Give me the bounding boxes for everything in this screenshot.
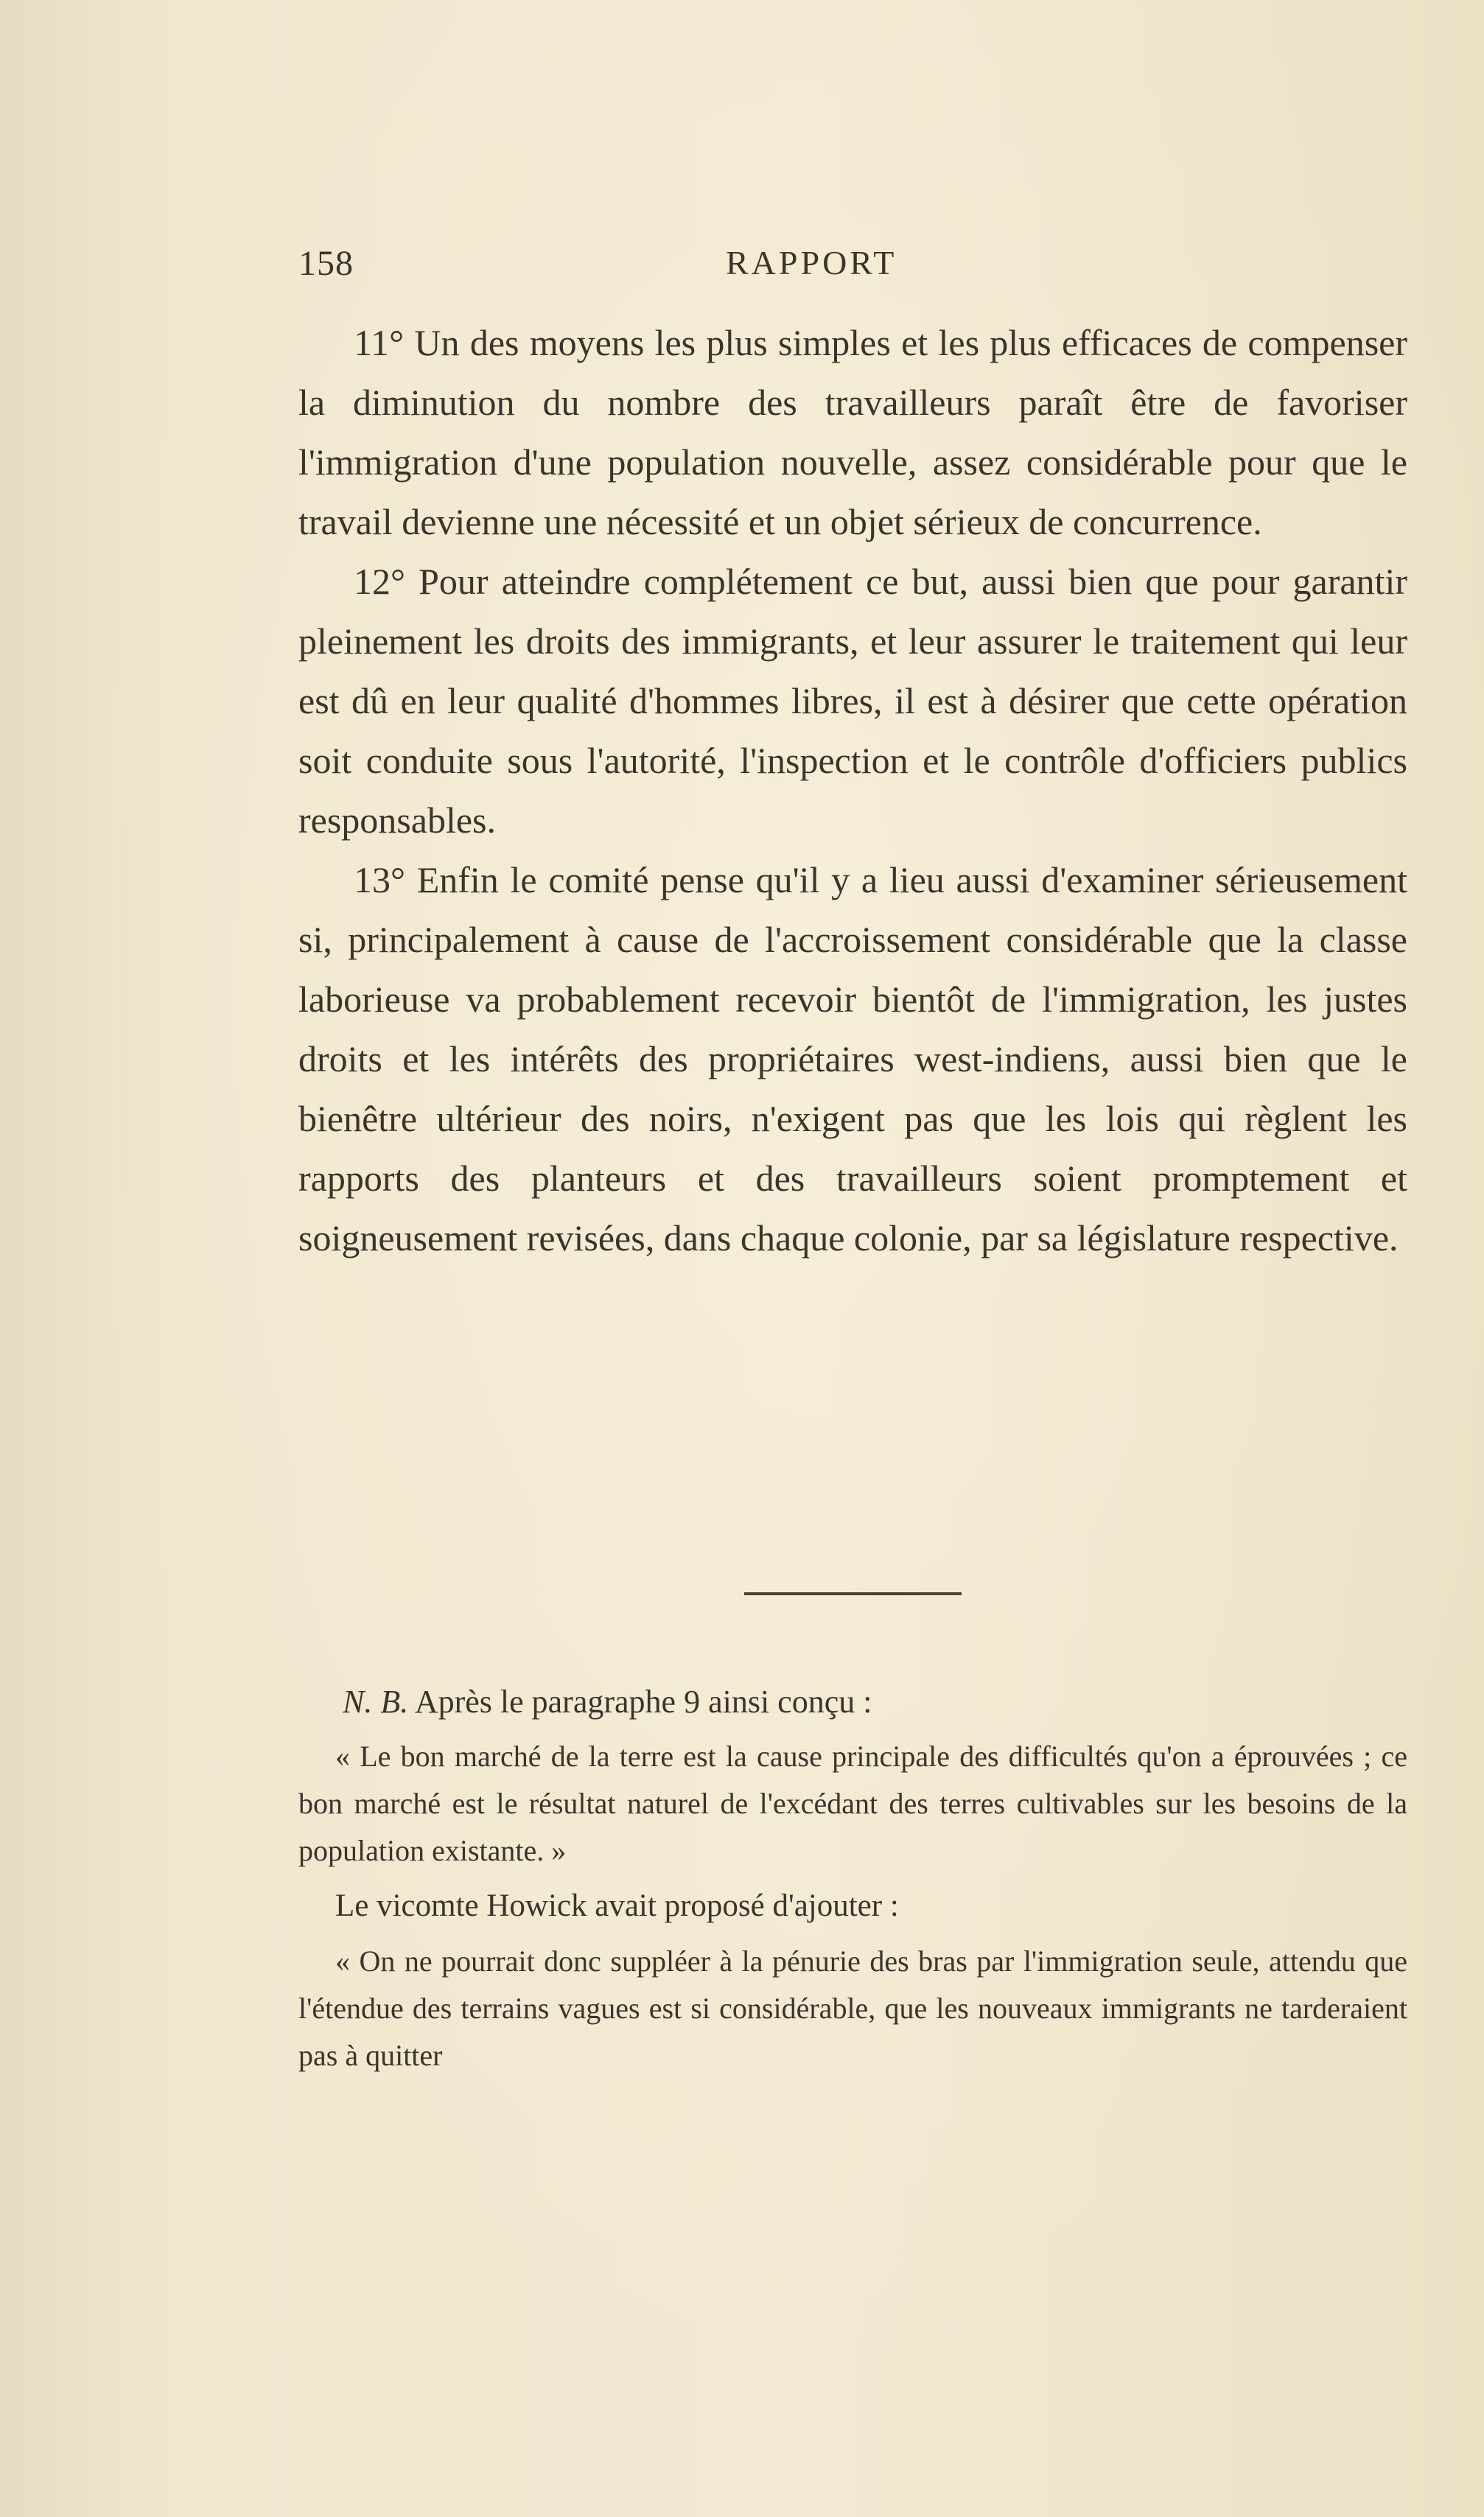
nota-bene-text: Après le paragraphe 9 ainsi conçu : <box>414 1684 872 1720</box>
nota-bene-label: N. B. <box>343 1684 409 1720</box>
section-divider <box>744 1592 962 1595</box>
quoted-paragraph-9: « Le bon marché de la terre est la cause principale des difficultés qu'on a éprouvées ; ce bon marché est le résultat naturel de l'excédant des terres cultivables sur les besoins de la population existante. » <box>298 1740 1407 1867</box>
paragraph-12: 12° Pour atteindre complétement ce but, aussi bien que pour garantir pleinement les droits des immigrants, et leur assurer le traitement qui leur est dû en leur qualité d'hommes libres, il est à désirer que cette opération soit conduite sous l'autorité, l'inspection et le contrôle d'officiers publics responsables. <box>298 561 1407 841</box>
main-text <box>298 313 1407 1268</box>
footnote-block <box>298 1674 1407 2085</box>
proposal-intro: Le vicomte Howick avait proposé d'ajouter : <box>335 1888 899 1923</box>
running-head <box>298 243 1411 287</box>
page-number: 158 <box>298 244 354 283</box>
nota-bene <box>298 1674 1407 1730</box>
running-title: RAPPORT <box>726 244 897 281</box>
quoted-proposal: « On ne pourrait donc suppléer à la pénurie des bras par l'immigration seule, attendu que l'étendue des terrains vagues est si considérable, que les nouveaux immigrants ne tarderaient pas à quitter <box>298 1944 1407 2072</box>
paragraph-11: 11° Un des moyens les plus simples et les plus efficaces de compenser la diminution du nombre des travailleurs paraît être de favoriser l'immigration d'une population nouvelle, assez considérable pour que le travail devienne une nécessité et un objet sérieux de concurrence. <box>298 322 1407 542</box>
paragraph-13: 13° Enfin le comité pense qu'il y a lieu aussi d'examiner sérieusement si, principalement à cause de l'accroissement considérable que la classe laborieuse va probablement recevoir bientôt de l'immigration, les justes droits et les intérêts des propriétaires west-indiens, aussi bien que le bienêtre ultérieur des noirs, n'exigent pas que les lois qui règlent les rapports des planteurs et des travailleurs soient promptement et soigneusement revisées, dans chaque colonie, par sa législature respective. <box>298 859 1407 1258</box>
